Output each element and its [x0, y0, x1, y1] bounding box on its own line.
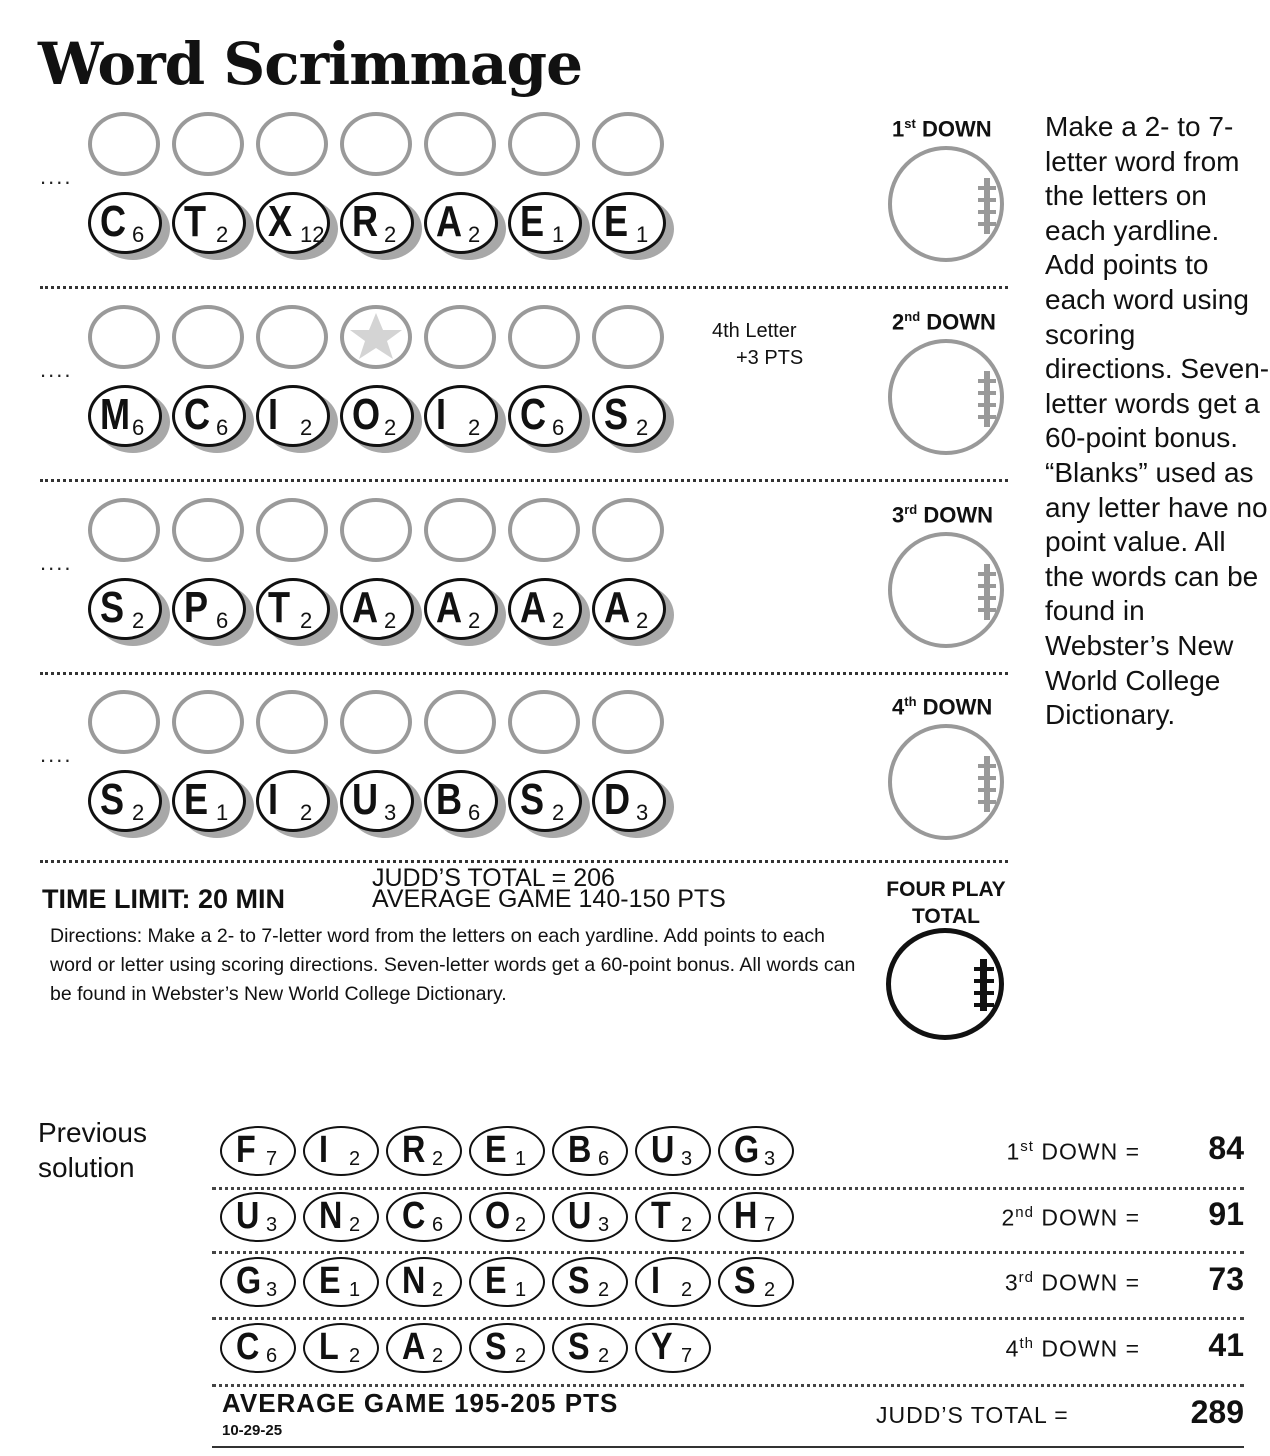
- answer-slot[interactable]: [256, 690, 328, 754]
- answer-slot[interactable]: [256, 112, 328, 176]
- answer-slot[interactable]: [88, 112, 160, 176]
- down-label: 2nd DOWN: [892, 309, 996, 335]
- tile-letter: A: [352, 583, 379, 632]
- solution-down-score: 84: [1208, 1130, 1244, 1166]
- tile-points: 2: [636, 608, 649, 633]
- solution-letter: S: [568, 1326, 590, 1368]
- previous-label-line1: Previous: [38, 1117, 147, 1148]
- answer-slot[interactable]: [256, 305, 328, 369]
- answer-slot[interactable]: [172, 498, 244, 562]
- solution-points: 2: [349, 1214, 361, 1236]
- solution-letter: T: [651, 1195, 671, 1237]
- solution-letter: S: [568, 1260, 590, 1302]
- letter-tile[interactable]: [88, 385, 168, 451]
- answer-slot[interactable]: [340, 112, 412, 176]
- tile-points: 2: [468, 608, 481, 633]
- tile-letter: S: [604, 390, 629, 439]
- solution-tile: [220, 1257, 296, 1307]
- yardline-divider: [40, 286, 1008, 289]
- yardline-divider: [40, 479, 1008, 482]
- answer-slot[interactable]: [592, 690, 664, 754]
- solution-points: 2: [598, 1345, 610, 1367]
- bonus-note: [712, 318, 803, 372]
- tile-points: 2: [384, 415, 397, 440]
- tile-letter: I: [268, 775, 279, 824]
- solution-points: 1: [515, 1148, 527, 1170]
- tile-points: 6: [132, 415, 145, 440]
- solution-letter: H: [734, 1195, 758, 1237]
- solution-down-label: 1st DOWN =: [1006, 1138, 1140, 1165]
- answer-slot[interactable]: [256, 498, 328, 562]
- solution-points: 2: [764, 1279, 776, 1301]
- answer-slot[interactable]: [592, 112, 664, 176]
- solution-down-score: 73: [1208, 1261, 1244, 1297]
- answer-slot[interactable]: [88, 690, 160, 754]
- letter-tile[interactable]: [256, 192, 336, 258]
- solution-tile: [469, 1126, 545, 1176]
- letter-tile[interactable]: [88, 770, 168, 836]
- tile-letter: S: [100, 775, 125, 824]
- tile-letter: C: [520, 390, 547, 439]
- answer-slot[interactable]: [508, 112, 580, 176]
- tile-letter: E: [520, 197, 545, 246]
- tile-points: 2: [132, 800, 145, 825]
- solution-points: 2: [681, 1279, 693, 1301]
- tile-letter: P: [184, 583, 209, 632]
- tile-points: 1: [636, 222, 649, 247]
- answer-slot[interactable]: [88, 305, 160, 369]
- letter-tile[interactable]: [340, 770, 420, 836]
- previous-judds-total: 289: [1190, 1394, 1244, 1430]
- letter-tile[interactable]: [592, 192, 672, 258]
- tile-points: 2: [468, 222, 481, 247]
- solution-tile: [386, 1257, 462, 1307]
- puzzle-date: 10-29-25: [222, 1422, 283, 1439]
- solution-letter: C: [236, 1326, 260, 1368]
- solution-letter: O: [485, 1195, 511, 1237]
- tile-points: 1: [216, 800, 229, 825]
- solution-divider: [212, 1251, 1244, 1254]
- tile-letter: A: [520, 583, 547, 632]
- solution-letter: N: [402, 1260, 426, 1302]
- previous-average-game: AVERAGE GAME 195-205 PTS: [222, 1388, 619, 1418]
- letter-tile[interactable]: [508, 385, 588, 451]
- row-ellipsis: ....: [40, 550, 73, 575]
- solution-points: 3: [266, 1279, 278, 1301]
- down-label: 3rd DOWN: [892, 502, 994, 528]
- letter-tile[interactable]: [256, 578, 336, 644]
- solution-points: 3: [764, 1148, 776, 1170]
- solution-points: 3: [266, 1214, 278, 1236]
- letter-tile[interactable]: [88, 578, 168, 644]
- four-play-line1: FOUR PLAY: [886, 878, 1006, 901]
- solution-points: 7: [681, 1345, 693, 1367]
- solution-points: 6: [266, 1345, 278, 1367]
- side-instructions: Make a 2- to 7-letter word from the letters on each yardline. Add points to each word using scoring directions. Seven-letter words get a 60-point bonus. “Blanks” used as any letter have no point value. All the words can be found in Webster’s New World College Dictionary.: [1045, 111, 1270, 731]
- solution-letter: G: [236, 1260, 262, 1302]
- page-title: Word Scrimmage: [38, 30, 582, 98]
- solution-tile: [718, 1257, 794, 1307]
- solution-letter: G: [734, 1129, 760, 1171]
- solution-tile: [635, 1126, 711, 1176]
- tile-points: 6: [552, 415, 565, 440]
- tile-points: 2: [636, 415, 649, 440]
- solution-tile: [635, 1257, 711, 1307]
- answer-slot[interactable]: [340, 690, 412, 754]
- solution-divider: [212, 1187, 1244, 1190]
- tile-letter: T: [184, 197, 207, 246]
- letter-tile[interactable]: [340, 578, 420, 644]
- answer-slot[interactable]: [424, 305, 496, 369]
- solution-down-score: 41: [1208, 1327, 1244, 1363]
- letter-tile[interactable]: [424, 385, 504, 451]
- letter-tile[interactable]: [424, 192, 504, 258]
- answer-slot[interactable]: [88, 498, 160, 562]
- down-score-input[interactable]: [888, 532, 1004, 648]
- solution-letter: L: [319, 1326, 339, 1368]
- solution-tile: [552, 1192, 628, 1242]
- solution-points: 2: [432, 1345, 444, 1367]
- tile-points: 2: [384, 222, 397, 247]
- answer-slot[interactable]: [424, 498, 496, 562]
- letter-tile[interactable]: [424, 578, 504, 644]
- solution-points: 2: [681, 1214, 693, 1236]
- tile-points: 2: [552, 608, 565, 633]
- solution-letter: F: [236, 1129, 256, 1171]
- solution-tile: [220, 1323, 296, 1373]
- solution-tile: [220, 1126, 296, 1176]
- tile-letter: T: [268, 583, 291, 632]
- four-play-total-input[interactable]: [886, 928, 1004, 1040]
- four-play-line2: TOTAL: [911, 905, 981, 928]
- tile-letter: I: [436, 390, 447, 439]
- solution-points: 1: [515, 1279, 527, 1301]
- solution-tile: [718, 1126, 794, 1176]
- solution-tile: [552, 1323, 628, 1373]
- solution-letter: S: [734, 1260, 756, 1302]
- answer-slot[interactable]: [424, 112, 496, 176]
- answer-slot[interactable]: [508, 498, 580, 562]
- down-label: 4th DOWN: [892, 694, 993, 720]
- solution-tile: [552, 1257, 628, 1307]
- letter-tile[interactable]: [172, 385, 252, 451]
- letter-tile[interactable]: [340, 385, 420, 451]
- letter-tile[interactable]: [592, 578, 672, 644]
- star-icon: [344, 309, 408, 365]
- answer-slot[interactable]: [592, 305, 664, 369]
- previous-judds-total-label: JUDD’S TOTAL =: [876, 1402, 1069, 1428]
- tile-points: 2: [132, 608, 145, 633]
- solution-points: 6: [598, 1148, 610, 1170]
- solution-tile: [303, 1257, 379, 1307]
- tile-letter: C: [100, 197, 127, 246]
- solution-points: 6: [432, 1214, 444, 1236]
- answer-slot[interactable]: [592, 498, 664, 562]
- answer-slot[interactable]: [172, 112, 244, 176]
- solution-points: 2: [349, 1345, 361, 1367]
- solution-divider: [212, 1384, 1244, 1387]
- down-score-input[interactable]: [888, 146, 1004, 262]
- tile-letter: R: [352, 197, 379, 246]
- bonus-note-line1: 4th Letter: [712, 320, 797, 342]
- solution-points: 1: [349, 1279, 361, 1301]
- tile-letter: A: [604, 583, 631, 632]
- solution-letter: N: [319, 1195, 343, 1237]
- solution-letter: E: [485, 1129, 507, 1171]
- solution-points: 2: [349, 1148, 361, 1170]
- four-play-total-label: [884, 876, 1008, 930]
- answer-slot[interactable]: [340, 498, 412, 562]
- solution-letter: C: [402, 1195, 426, 1237]
- bottom-rule: [212, 1446, 1244, 1448]
- down-score-input[interactable]: [888, 339, 1004, 455]
- solution-points: 2: [598, 1279, 610, 1301]
- solution-points: 2: [515, 1214, 527, 1236]
- solution-letter: Y: [651, 1326, 673, 1368]
- judds-total: JUDD’S TOTAL = 206: [372, 864, 615, 892]
- solution-letter: I: [651, 1260, 660, 1302]
- solution-tile: [386, 1126, 462, 1176]
- row-ellipsis: ....: [40, 357, 73, 382]
- letter-tile[interactable]: [508, 192, 588, 258]
- tile-letter: B: [436, 775, 463, 824]
- solution-tile: [303, 1126, 379, 1176]
- solution-letter: E: [319, 1260, 341, 1302]
- bonus-note-line2: +3 PTS: [736, 347, 804, 369]
- tile-letter: O: [352, 390, 381, 439]
- letter-tile[interactable]: [424, 770, 504, 836]
- tile-points: 2: [384, 608, 397, 633]
- solution-down-score: 91: [1208, 1196, 1244, 1232]
- letter-tile[interactable]: [256, 385, 336, 451]
- solution-divider: [212, 1317, 1244, 1320]
- down-score-input[interactable]: [888, 724, 1004, 840]
- solution-letter: B: [568, 1129, 592, 1171]
- yardline-divider: [40, 860, 1008, 863]
- tile-letter: E: [184, 775, 209, 824]
- solution-tile: [303, 1323, 379, 1373]
- solution-tile: [635, 1323, 711, 1373]
- letter-tile[interactable]: [592, 770, 672, 836]
- solution-points: 2: [432, 1148, 444, 1170]
- solution-letter: U: [236, 1195, 260, 1237]
- solution-points: 2: [515, 1345, 527, 1367]
- row-ellipsis: ....: [40, 164, 73, 189]
- tile-points: 6: [216, 608, 229, 633]
- solution-down-label: 4th DOWN =: [1005, 1335, 1140, 1362]
- tile-points: 2: [300, 415, 313, 440]
- tile-points: 2: [300, 800, 313, 825]
- solution-points: 3: [681, 1148, 693, 1170]
- answer-slot[interactable]: [172, 690, 244, 754]
- tile-points: 6: [132, 222, 145, 247]
- solution-tile: [469, 1257, 545, 1307]
- tile-points: 3: [636, 800, 649, 825]
- solution-tile: [469, 1323, 545, 1373]
- tile-letter: S: [100, 583, 125, 632]
- letter-tile[interactable]: [172, 770, 252, 836]
- yardline-divider: [40, 672, 1008, 675]
- answer-slot[interactable]: [508, 690, 580, 754]
- solution-tile: [386, 1192, 462, 1242]
- tile-points: 1: [552, 222, 565, 247]
- solution-letter: S: [485, 1326, 507, 1368]
- tile-letter: M: [100, 390, 131, 439]
- previous-solution-label: [38, 1115, 147, 1185]
- solution-points: 3: [598, 1214, 610, 1236]
- directions: Directions: Make a 2- to 7-letter word from the letters on each yardline. Add points to each word or letter using scoring directions. Seven-letter words get a 60-point bonus. All words can be found in Webster’s New World College Dictionary.: [50, 925, 856, 1005]
- letter-tile[interactable]: [172, 578, 252, 644]
- solution-letter: U: [651, 1129, 675, 1171]
- solution-tile: [469, 1192, 545, 1242]
- solution-tile: [303, 1192, 379, 1242]
- answer-slot[interactable]: [508, 305, 580, 369]
- answer-slot[interactable]: [172, 305, 244, 369]
- solution-points: 7: [266, 1148, 278, 1170]
- tile-letter: S: [520, 775, 545, 824]
- tile-letter: I: [268, 390, 279, 439]
- answer-slot[interactable]: [424, 690, 496, 754]
- tile-points: 2: [216, 222, 229, 247]
- solution-letter: A: [402, 1326, 426, 1368]
- row-ellipsis: ....: [40, 742, 73, 767]
- tile-letter: A: [436, 197, 463, 246]
- tile-points: 6: [216, 415, 229, 440]
- tile-points: 3: [384, 800, 397, 825]
- letter-tile[interactable]: [508, 770, 588, 836]
- solution-letter: E: [485, 1260, 507, 1302]
- judds-total-box: [372, 864, 726, 913]
- tile-points: 2: [300, 608, 313, 633]
- tile-points: 2: [468, 415, 481, 440]
- solution-down-label: 2nd DOWN =: [1001, 1204, 1140, 1231]
- tile-points: 6: [468, 800, 481, 825]
- solution-tile: [552, 1126, 628, 1176]
- tile-letter: U: [352, 775, 379, 824]
- letter-tile[interactable]: [88, 192, 168, 258]
- tile-letter: X: [268, 197, 293, 246]
- previous-label-line2: solution: [38, 1152, 135, 1183]
- solution-letter: I: [319, 1129, 328, 1171]
- letter-tile[interactable]: [592, 385, 672, 451]
- letter-tile[interactable]: [508, 578, 588, 644]
- solution-tile: [386, 1323, 462, 1373]
- solution-letter: R: [402, 1129, 426, 1171]
- solution-points: 7: [764, 1214, 776, 1236]
- solution-down-label: 3rd DOWN =: [1004, 1269, 1140, 1296]
- tile-letter: A: [436, 583, 463, 632]
- solution-tile: [635, 1192, 711, 1242]
- letter-tile[interactable]: [172, 192, 252, 258]
- solution-tile: [220, 1192, 296, 1242]
- solution-tile: [718, 1192, 794, 1242]
- tile-letter: D: [604, 775, 631, 824]
- answer-slot-bonus[interactable]: [340, 305, 412, 369]
- time-limit: TIME LIMIT: 20 MIN: [42, 884, 285, 914]
- tile-letter: E: [604, 197, 629, 246]
- solution-points: 2: [432, 1279, 444, 1301]
- letter-tile[interactable]: [256, 770, 336, 836]
- down-label: 1st DOWN: [892, 116, 992, 142]
- letter-tile[interactable]: [340, 192, 420, 258]
- average-game: AVERAGE GAME 140-150 PTS: [372, 885, 726, 913]
- tile-points: 2: [552, 800, 565, 825]
- tile-letter: C: [184, 390, 211, 439]
- solution-letter: U: [568, 1195, 592, 1237]
- tile-points: 12: [300, 222, 325, 247]
